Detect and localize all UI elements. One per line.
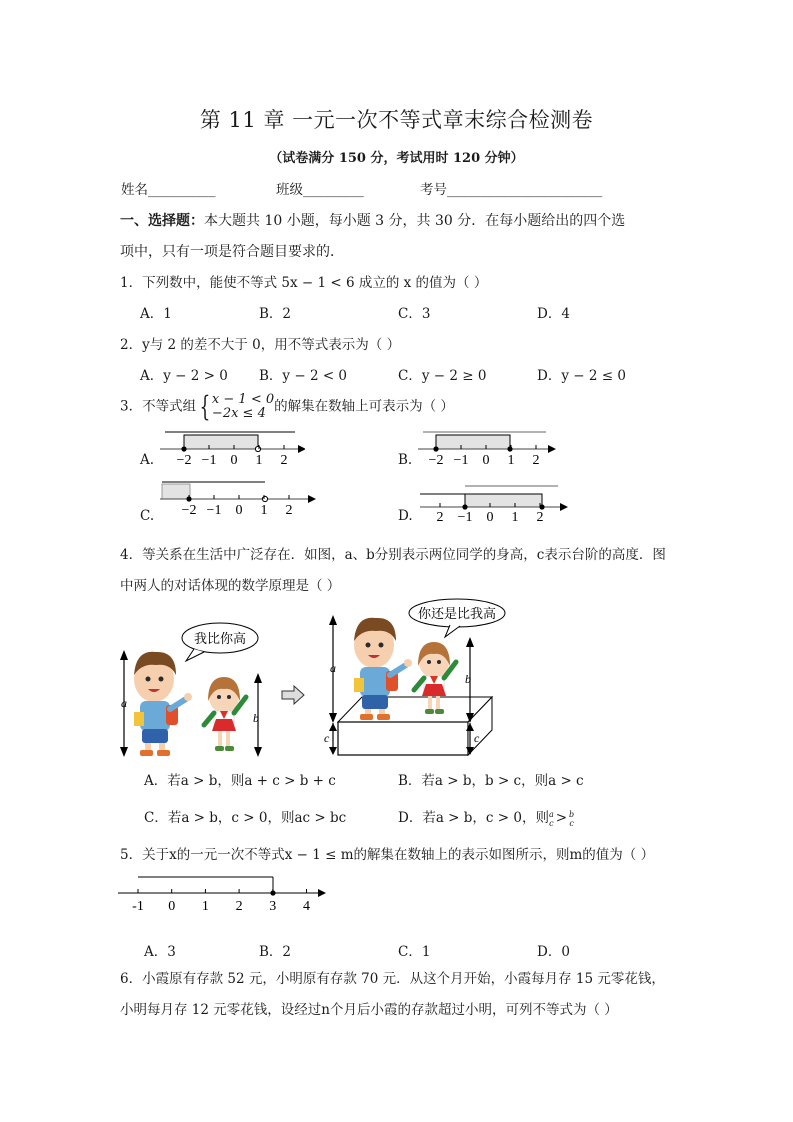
tick-label: 2	[532, 453, 540, 466]
question-text: 小霞原有存款 52 元，小明原有存款 70 元．从这个月开始，小霞每月存 15 元零花钱，	[142, 971, 665, 987]
tick-label: −1	[457, 510, 473, 522]
label-b: b	[465, 672, 471, 686]
question-number: 4．	[120, 547, 143, 563]
q5-option-c[interactable]: C．1	[398, 944, 431, 960]
open-dot	[262, 496, 267, 501]
girl-figure	[204, 677, 246, 751]
numerator: a	[548, 809, 554, 819]
system-brace: {	[199, 390, 211, 423]
q3-number-line-b	[418, 424, 563, 466]
system-line-1: x − 1 < 0	[211, 392, 275, 407]
question-text: 不等式组	[142, 398, 197, 415]
tick-label: 0	[230, 453, 238, 466]
question-6-stem	[120, 967, 665, 987]
axis-arrow	[308, 495, 316, 503]
solution-shading	[465, 494, 542, 507]
tick-label: 2	[280, 453, 288, 466]
tick-label: −2	[428, 453, 444, 466]
section-heading: 一、选择题：	[120, 213, 204, 229]
q4-option-c[interactable]: C．若a > b，c > 0，则ac > bc	[144, 810, 347, 826]
tick-label: −1	[201, 453, 217, 466]
arrow-head-down	[329, 713, 337, 723]
class-label: 班级	[276, 182, 303, 198]
operator: >	[555, 810, 568, 826]
tick-label: 2	[536, 510, 544, 522]
question-text: 关于x的一元一次不等式x − 1 ≤ m的解集在数轴上的表示如图所示，则m的值为（ ）	[142, 847, 655, 863]
arrow-head-down	[254, 747, 262, 757]
tick-label: 1	[260, 503, 268, 518]
q3-number-line-d	[420, 480, 572, 522]
question-text: y与 2 的差不大于 0，用不等式表示为（ ）	[142, 337, 401, 353]
class-field[interactable]	[276, 178, 364, 198]
question-5-stem	[120, 843, 654, 863]
q1-option-a[interactable]: A．1	[140, 306, 172, 322]
question-4-stem	[120, 543, 666, 563]
denominator: c	[549, 818, 554, 828]
open-dot	[255, 446, 260, 451]
inequality-system	[212, 393, 274, 421]
speech-left-text: 我比你高	[193, 631, 247, 646]
solution-shading	[184, 435, 258, 449]
arrow-head-down	[329, 747, 337, 755]
question-2-stem	[120, 333, 400, 353]
q4-illustration	[112, 597, 512, 762]
tick-label: −1	[453, 453, 469, 466]
q5-option-a[interactable]: A．3	[144, 944, 176, 960]
exam-number-blank: _______________________	[447, 182, 603, 198]
q3-number-line-c	[160, 476, 320, 518]
arrow-head-up	[466, 637, 474, 647]
closed-dot	[507, 446, 512, 451]
q1-option-b[interactable]: B．2	[259, 306, 292, 322]
arrow-head-up	[329, 615, 337, 625]
exam-number-field[interactable]	[420, 178, 602, 198]
section-intro-line2: 项中，只有一项是符合题目要求的．	[120, 244, 344, 260]
tick-label: 0	[482, 453, 490, 466]
tick-label: 1	[201, 899, 209, 914]
question-6-stem-line2: 小明每月存 12 元零花钱，设经过n个月后小霞的存款超过小明，可列不等式为（ ）	[120, 1002, 618, 1018]
tick-label: 2	[436, 510, 444, 522]
axis-arrow	[318, 889, 326, 897]
left-scene	[120, 623, 262, 757]
label-a: a	[121, 696, 127, 710]
tick-label: −2	[181, 503, 197, 518]
question-text: 的解集在数轴上可表示为（ ）	[274, 398, 454, 415]
axis-arrow	[560, 503, 568, 511]
q2-option-d[interactable]: D．y − 2 ≤ 0	[537, 368, 626, 384]
q1-option-d[interactable]: D．4	[537, 306, 570, 322]
q4-option-b[interactable]: B．若a > b，b > c，则a > c	[398, 773, 584, 789]
tick-label: 0	[168, 899, 176, 914]
class-blank: _________	[303, 182, 364, 198]
q3-option-d[interactable]: D.	[398, 508, 413, 524]
tick-label: 1	[507, 453, 515, 466]
system-line-2: −2x ≤ 4	[211, 406, 266, 421]
question-number: 1．	[120, 275, 143, 291]
tick-label: 3	[269, 899, 277, 914]
label-a: a	[330, 661, 336, 675]
platform-front	[338, 722, 468, 755]
q5-option-b[interactable]: B．2	[259, 944, 292, 960]
tick-label: 1	[511, 510, 519, 522]
option-text: D．若a > b，c > 0，则	[398, 810, 549, 826]
q4-option-d[interactable]	[398, 806, 574, 828]
name-blank: __________	[148, 182, 216, 198]
question-1-stem	[120, 271, 487, 291]
question-number: 6．	[120, 971, 143, 987]
question-number: 2．	[120, 337, 143, 353]
tick-label: 0	[486, 510, 494, 522]
speech-right-text: 你还是比我高	[417, 606, 497, 621]
tick-label: 2	[285, 503, 293, 518]
q2-option-b[interactable]: B．y − 2 < 0	[259, 368, 348, 384]
arrow-head-down	[120, 747, 128, 757]
arrow-head-up	[329, 723, 337, 731]
q3-option-a[interactable]: A.	[140, 452, 155, 468]
question-3-stem	[120, 390, 454, 423]
arrow-head-up	[120, 650, 128, 660]
name-label: 姓名	[121, 182, 148, 198]
label-c: c	[474, 731, 480, 745]
section-intro-line1: 本大题共 10 小题，每小题 3 分，共 30 分．在每小题给出的四个选	[204, 213, 626, 229]
q3-number-line-a	[160, 424, 305, 466]
right-scene	[324, 599, 505, 755]
tick-label: −2	[176, 453, 192, 466]
tick-label: -1	[132, 899, 144, 914]
transition-arrow-icon	[282, 686, 304, 704]
question-number: 3．	[120, 398, 143, 415]
solution-shading	[162, 484, 190, 499]
q2-option-a[interactable]: A．y − 2 > 0	[140, 368, 228, 384]
q3-option-b[interactable]: B.	[398, 452, 413, 468]
label-c: c	[324, 731, 330, 745]
q3-option-c[interactable]: C.	[140, 508, 155, 524]
q5-option-d[interactable]: D．0	[537, 944, 570, 960]
numerator: b	[569, 809, 575, 819]
denominator: c	[569, 818, 574, 828]
q2-option-c[interactable]: C．y − 2 ≥ 0	[398, 368, 487, 384]
exam-subtitle: （试卷满分 150 分，考试用时 120 分钟）	[269, 151, 524, 166]
axis-arrow	[548, 445, 556, 453]
boy-figure	[134, 652, 192, 756]
solution-shading	[436, 435, 510, 449]
q4-option-a[interactable]: A．若a > b，则a + c > b + c	[144, 773, 336, 789]
exam-number-label: 考号	[420, 182, 447, 198]
question-text: 等关系在生活中广泛存在．如图，a、b分别表示两位同学的身高，c表示台阶的高度．图	[142, 547, 666, 563]
name-field[interactable]	[121, 178, 216, 198]
axis-arrow	[298, 445, 305, 453]
arrow-head-up	[254, 673, 262, 683]
fraction-a-over-c	[549, 810, 554, 828]
fraction-b-over-c	[569, 810, 574, 828]
question-number: 5．	[120, 847, 143, 863]
page-title: 第 11 章 一元一次不等式章末综合检测卷	[199, 108, 594, 132]
question-text: 下列数中，能使不等式 5x − 1 < 6 成立的 x 的值为（ ）	[142, 275, 488, 291]
tick-label: 4	[303, 899, 310, 914]
section-intro	[120, 210, 625, 230]
tick-label: 0	[235, 503, 243, 518]
tick-label: −1	[206, 503, 222, 518]
tick-label: 2	[235, 899, 243, 914]
label-b: b	[253, 711, 259, 725]
q1-option-c[interactable]: C．3	[398, 306, 431, 322]
q5-number-line	[118, 872, 338, 914]
question-4-stem-line2: 中两人的对话体现的数学原理是（ ）	[120, 578, 341, 594]
tick-label: 1	[255, 453, 263, 466]
